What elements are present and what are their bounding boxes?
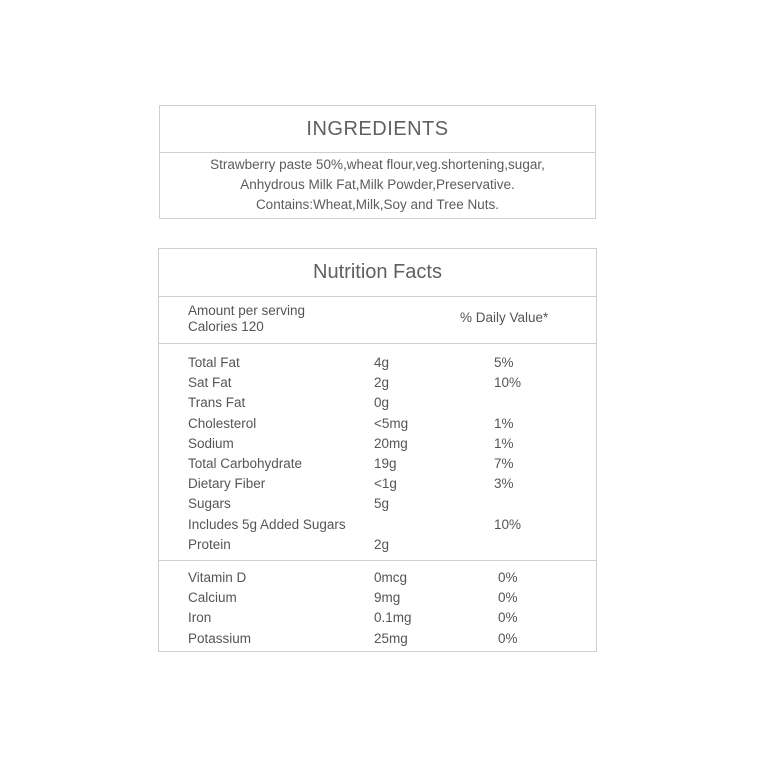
nutrient-amount: <1g [374, 476, 397, 492]
nutrient-row [159, 393, 596, 413]
nutrient-row [159, 353, 596, 373]
ingredients-title: INGREDIENTS [160, 106, 595, 153]
vitamin-name: Potassium [188, 630, 252, 646]
ingredients-text [160, 153, 595, 215]
nutrient-amount: <5mg [374, 415, 409, 431]
vitamin-amount: 9mg [374, 590, 401, 606]
nutrient-name: Sodium [188, 435, 234, 451]
nutrient-row [159, 535, 596, 555]
nutrient-row [159, 494, 596, 514]
nutrient-name: Sat Fat [188, 375, 232, 391]
nutrient-amount: 2g [374, 536, 390, 552]
vitamin-daily-value: 0% [498, 630, 518, 646]
nutrient-name: Includes 5g Added Sugars [188, 516, 346, 532]
nutrient-row [159, 474, 596, 494]
nutrient-row [159, 373, 596, 393]
nutrient-row [159, 454, 596, 474]
ingredients-panel [159, 105, 596, 219]
nutrient-name: Protein [188, 536, 231, 552]
nutrient-amount: 5g [374, 496, 390, 512]
vitamin-daily-value: 0% [498, 570, 518, 585]
nutrient-amount: 19g [374, 455, 397, 471]
nutrient-amount: 4g [374, 355, 390, 370]
nutrient-name: Trans Fat [188, 395, 246, 411]
calories: Calories 120 [188, 319, 264, 334]
nutrient-name: Dietary Fiber [188, 476, 266, 492]
nutrition-title: Nutrition Facts [159, 249, 596, 297]
nutrient-daily-value: 7% [494, 455, 514, 471]
nutrient-daily-value: 1% [494, 435, 514, 451]
vitamin-name: Calcium [188, 590, 237, 606]
vitamin-amount: 0mcg [374, 570, 408, 585]
nutrition-facts-panel [158, 248, 597, 652]
amount-per-serving: Amount per serving [188, 303, 306, 318]
vitamin-row [159, 608, 596, 628]
vitamins-table [159, 561, 596, 649]
nutrient-daily-value: 3% [494, 476, 514, 492]
ingredients-line: Contains:Wheat,Milk,Soy and Tree Nuts. [255, 197, 500, 212]
nutrient-name: Total Carbohydrate [188, 455, 303, 471]
nutrient-name: Total Fat [188, 355, 240, 370]
vitamin-amount: 25mg [374, 630, 408, 646]
nutrient-daily-value: 5% [494, 355, 514, 370]
vitamin-daily-value: 0% [498, 590, 518, 606]
nutrient-row [159, 414, 596, 434]
serving-info [159, 297, 596, 344]
nutrient-name: Sugars [188, 496, 231, 512]
nutrient-row [159, 515, 596, 535]
ingredients-line: Strawberry paste 50%,wheat flour,veg.shortening,sugar, [210, 157, 545, 172]
nutrient-daily-value: 10% [494, 516, 522, 532]
nutrient-row [159, 434, 596, 454]
daily-value-header: % Daily Value* [460, 310, 549, 325]
vitamin-row [159, 588, 596, 608]
vitamin-name: Vitamin D [188, 570, 247, 585]
vitamin-name: Iron [188, 610, 212, 626]
ingredients-line: Anhydrous Milk Fat,Milk Powder,Preservative. [240, 177, 515, 192]
nutrient-amount: 20mg [374, 435, 408, 451]
vitamin-row [159, 629, 596, 649]
nutrient-amount: 2g [374, 375, 390, 391]
vitamin-amount: 0.1mg [374, 610, 412, 626]
nutrient-daily-value: 1% [494, 415, 514, 431]
nutrient-daily-value: 10% [494, 375, 522, 391]
vitamin-row [159, 568, 596, 588]
nutrient-amount: 0g [374, 395, 390, 411]
vitamin-daily-value: 0% [498, 610, 518, 626]
nutrients-table [159, 344, 596, 561]
nutrient-name: Cholesterol [188, 415, 257, 431]
